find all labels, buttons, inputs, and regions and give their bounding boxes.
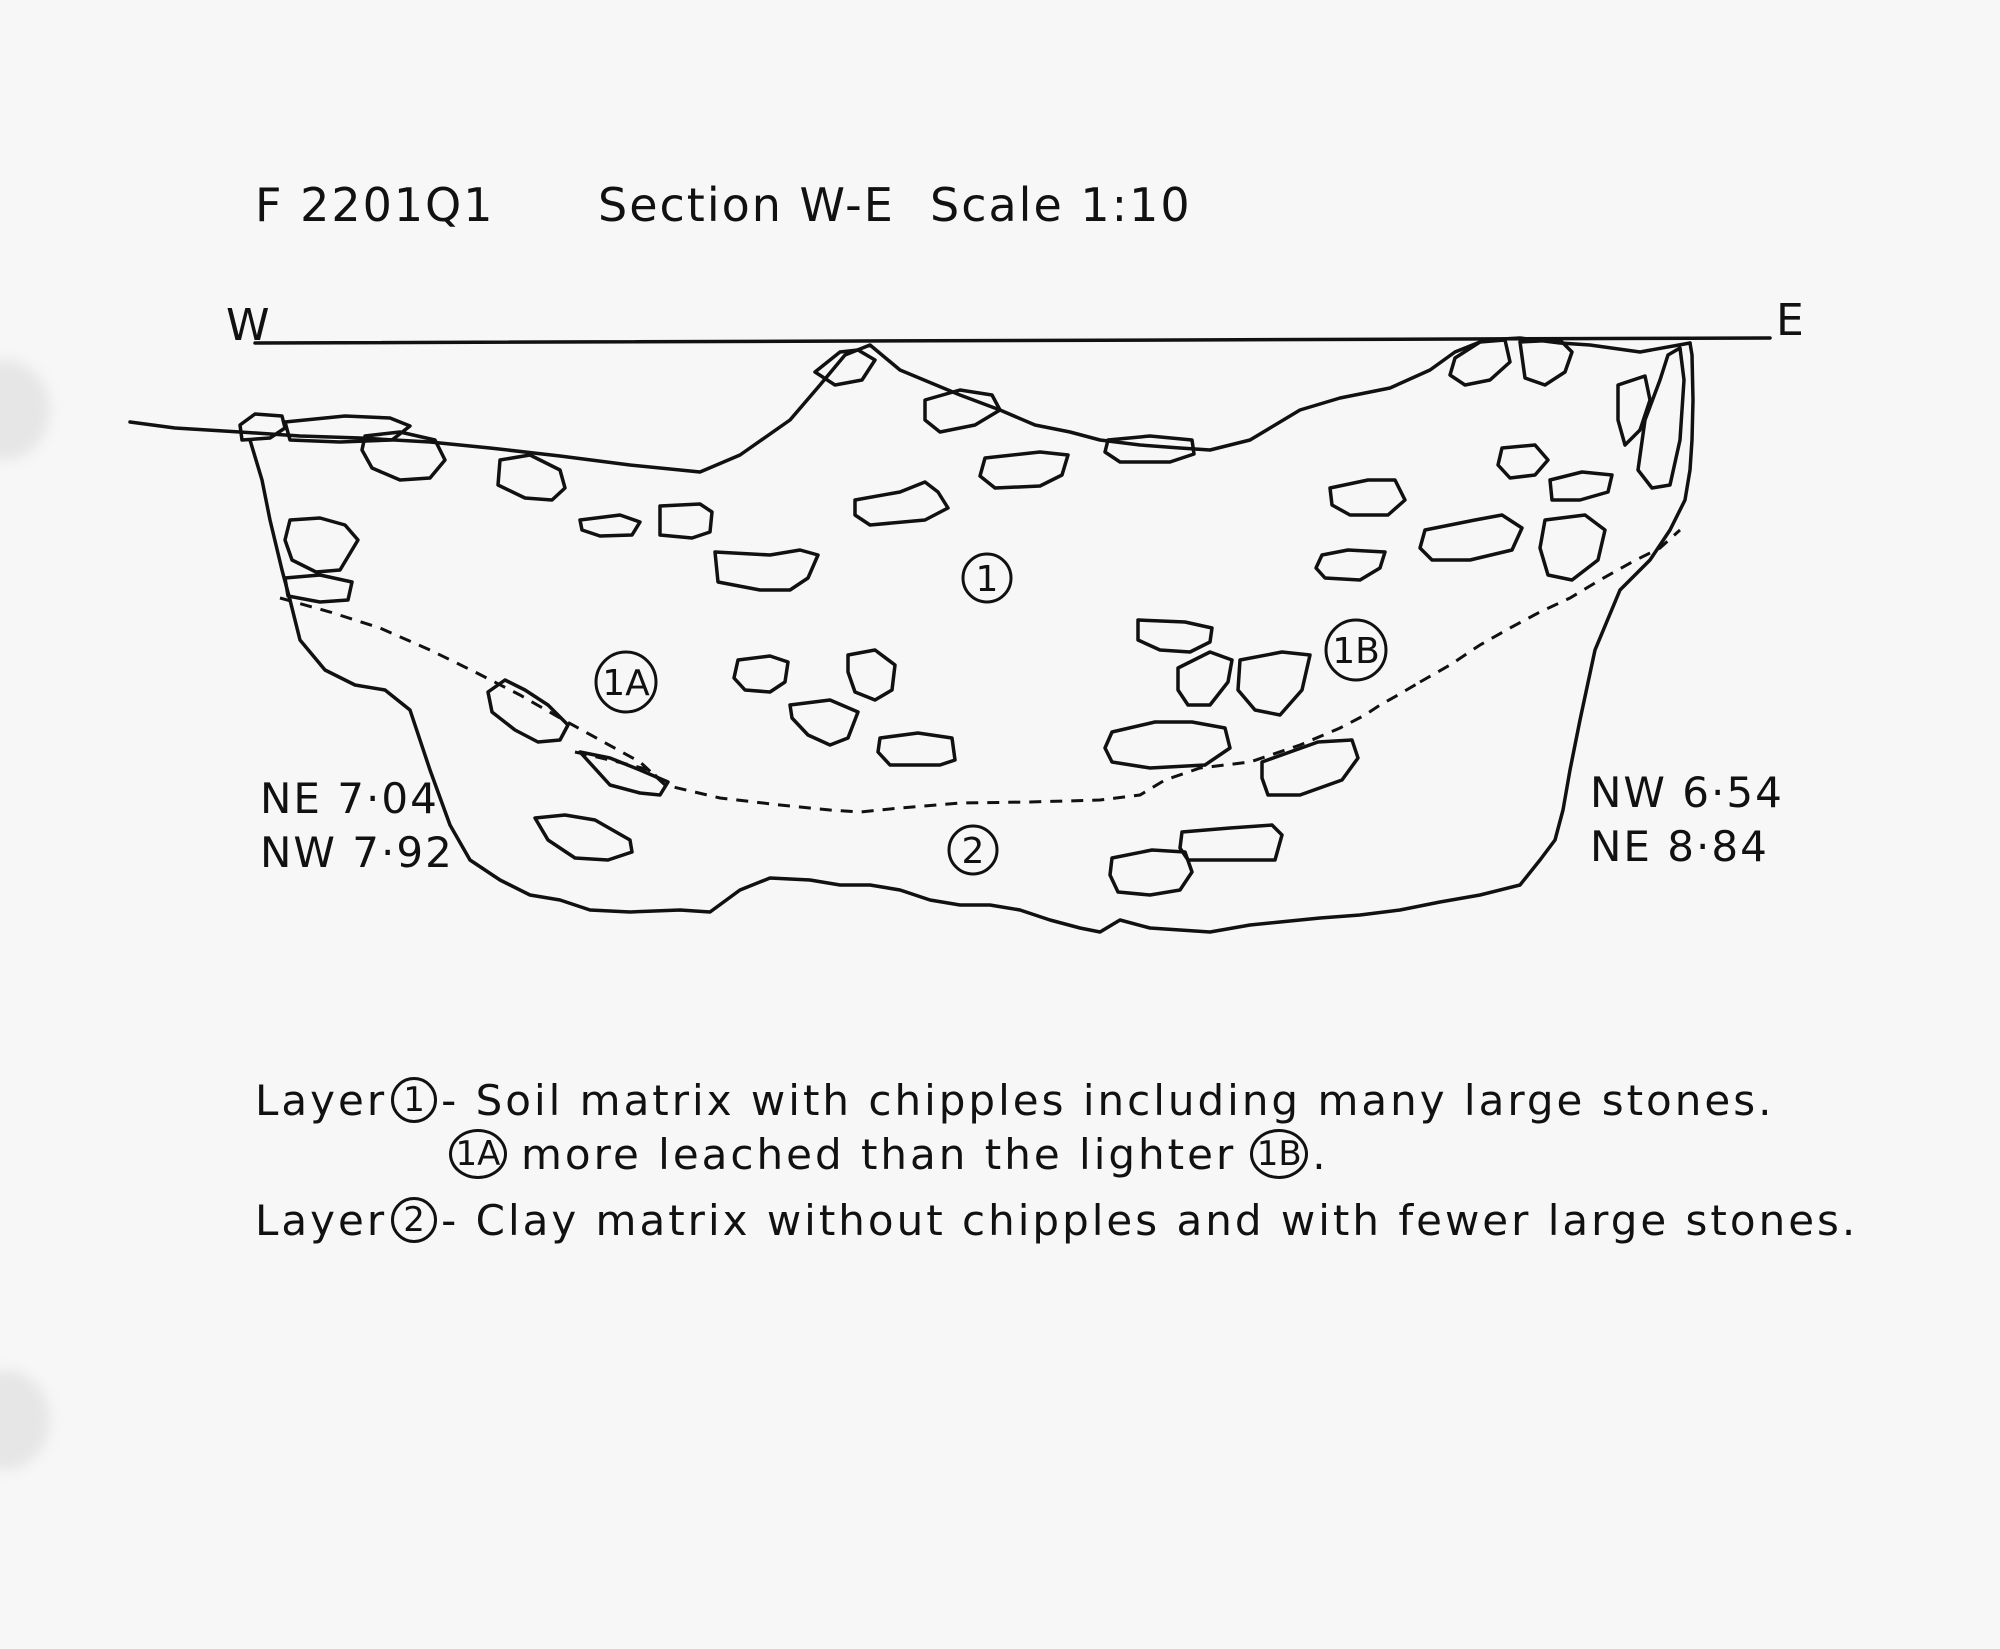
coords-right <box>1590 766 1784 874</box>
boundary-lens <box>575 752 668 788</box>
legend-1a-text: more leached than the lighter <box>521 1129 1237 1179</box>
east-label: E <box>1776 295 1804 346</box>
west-label: W <box>226 300 270 351</box>
stone-19 <box>1330 480 1405 515</box>
quadrant-label: Q1 <box>425 178 495 232</box>
stone-18 <box>1550 472 1612 500</box>
stone-32 <box>1105 722 1230 768</box>
stone-34 <box>488 680 568 742</box>
coords-right-line-2: NE 8·84 <box>1590 822 1769 871</box>
stone-36 <box>535 815 632 860</box>
boundary-1b-upper <box>1420 530 1680 682</box>
stone-15 <box>1618 376 1650 445</box>
stone-11 <box>980 452 1068 488</box>
legend-line-3 <box>255 1190 1858 1250</box>
stone-29 <box>1138 620 1212 652</box>
stone-23 <box>285 518 358 572</box>
layer-1-label: 1 <box>975 559 999 600</box>
layer-1b-label: 1B <box>1332 631 1380 672</box>
stone-33 <box>1262 740 1358 795</box>
feature-number: F 2201 <box>255 178 426 232</box>
stone-13 <box>1450 340 1510 385</box>
stone-16 <box>1638 348 1684 488</box>
stone-30 <box>1178 652 1232 705</box>
stone-7 <box>715 550 818 590</box>
coords-left-line-2: NW 7·92 <box>260 828 454 877</box>
legend-1b-circle: 1B <box>1250 1129 1308 1179</box>
coords-left <box>260 772 454 880</box>
stone-27 <box>790 700 858 745</box>
legend-layer-2-text: - Clay matrix without chipples and with fewer large stones. <box>441 1195 1859 1245</box>
stone-22 <box>1316 550 1385 580</box>
stone-21 <box>1540 515 1605 580</box>
coords-right-line-1: NW 6·54 <box>1590 768 1784 817</box>
stone-28 <box>878 733 955 765</box>
stone-37 <box>1180 825 1282 860</box>
coords-left-line-1: NE 7·04 <box>260 774 439 823</box>
layer-2-label: 2 <box>961 831 985 872</box>
stone-6 <box>660 504 712 538</box>
legend-layer-1-prefix: Layer <box>255 1075 388 1125</box>
stone-24 <box>285 575 352 602</box>
stone-38 <box>1110 850 1192 895</box>
legend-1a-circle: 1A <box>449 1129 507 1179</box>
stone-35 <box>580 752 668 795</box>
legend-layer-1-text: - Soil matrix with chipples including many large stones. <box>441 1075 1775 1125</box>
legend-line-1 <box>255 1070 1774 1130</box>
legend-layer-1-circle: 1 <box>391 1077 437 1123</box>
legend-line-2 <box>445 1124 1329 1184</box>
stone-20 <box>1420 515 1522 560</box>
stone-26 <box>848 650 895 700</box>
legend-layer-2-prefix: Layer <box>255 1195 388 1245</box>
stone-25 <box>734 656 788 692</box>
stone-17 <box>1498 445 1548 478</box>
stone-4 <box>498 455 565 500</box>
scale-label: Scale 1:10 <box>930 178 1192 232</box>
stone-10 <box>855 482 948 525</box>
stone-5 <box>580 515 640 536</box>
stone-31 <box>1238 652 1310 715</box>
legend-line-2-end: . <box>1312 1129 1329 1179</box>
layer-1a-label: 1A <box>602 663 650 704</box>
legend-layer-2-circle: 2 <box>391 1197 437 1243</box>
stone-14 <box>1520 340 1572 385</box>
section-label: Section W-E <box>598 178 895 232</box>
